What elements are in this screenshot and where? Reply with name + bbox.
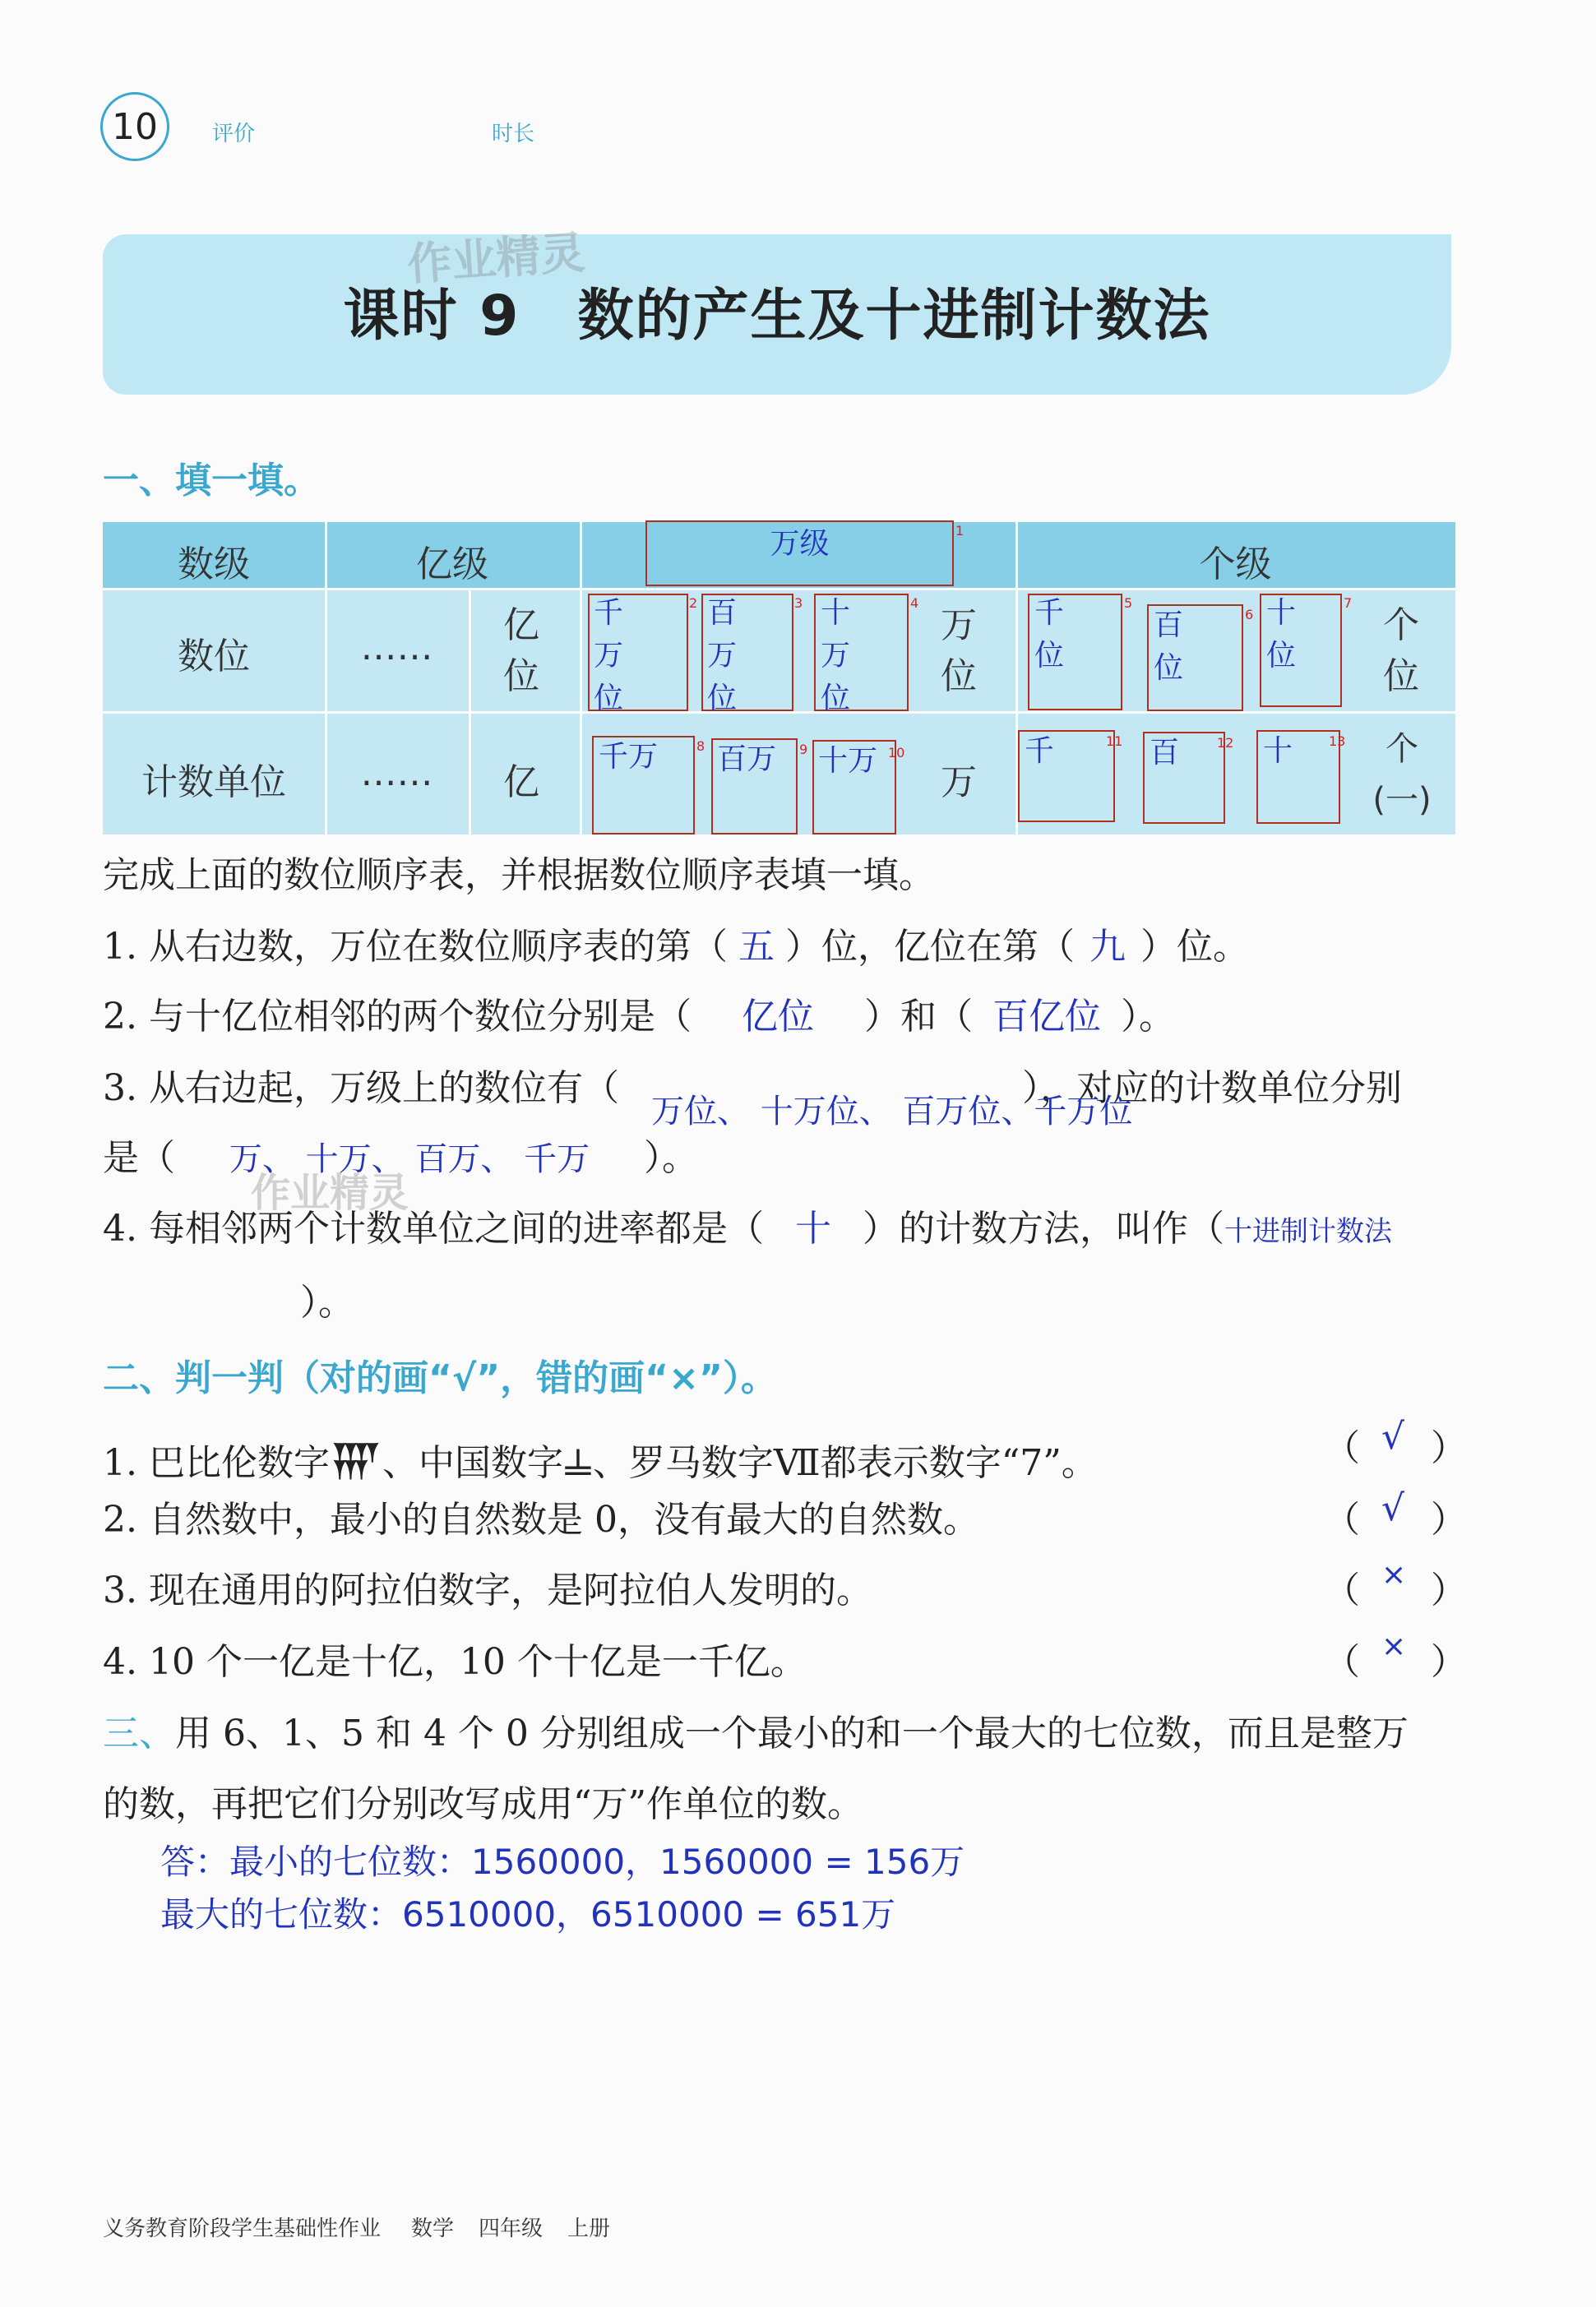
level-yi: 亿级 xyxy=(416,543,488,585)
question-1 xyxy=(103,917,1249,969)
q2-answer-2: 百亿位 xyxy=(992,996,1101,1038)
eval-label: 评价 xyxy=(212,122,256,146)
box-number: 9 xyxy=(799,742,808,757)
q4-answer-1: 十 xyxy=(794,1208,831,1250)
section-3-answer-1: 答：最小的七位数：1560000，1560000 = 156万 xyxy=(160,1842,965,1882)
paren-close: ） xyxy=(1431,1427,1467,1469)
place-answer: 千万位 xyxy=(594,596,624,715)
unit-answer: 百万 xyxy=(717,742,777,776)
place-answer: 十位 xyxy=(1266,596,1297,673)
q3-text-b: ），对应的计数单位分别 xyxy=(1021,1067,1402,1109)
box-number: 7 xyxy=(1344,595,1353,611)
watermark-logo: 作业精灵 xyxy=(405,226,587,291)
paren-open: （ xyxy=(1324,1641,1360,1683)
q1-answer-2: 九 xyxy=(1089,926,1126,968)
q3-text-a: 3. 从右边起，万级上的数位有（ xyxy=(103,1067,619,1109)
unit-yi: 亿 xyxy=(503,761,539,803)
section-3-line-1 xyxy=(103,1704,1409,1756)
place-answer: 千位 xyxy=(1034,596,1065,673)
q2-text-a: 2. 与十亿位相邻的两个数位分别是（ xyxy=(103,996,692,1038)
question-2 xyxy=(103,987,1175,1039)
q3-text-d: ）。 xyxy=(644,1137,698,1179)
duration-label: 时长 xyxy=(492,122,535,146)
box-number: 3 xyxy=(794,595,803,611)
q1-answer-1: 五 xyxy=(738,926,775,968)
box-number: 12 xyxy=(1217,735,1234,751)
unit-answer: 千 xyxy=(1025,734,1055,768)
box-number: 10 xyxy=(888,745,905,761)
place-answer: 百位 xyxy=(1154,608,1184,685)
section-1-title: 一、填一填。 xyxy=(103,460,320,502)
level-ge: 个级 xyxy=(1199,543,1272,585)
level-wan-answer: 万级 xyxy=(770,527,830,561)
section-3-answer-2: 最大的七位数：6510000，6510000 = 651万 xyxy=(160,1894,896,1935)
place-wan: 万位 xyxy=(941,604,977,697)
paren-open: （ xyxy=(1324,1427,1360,1469)
ellipsis: …… xyxy=(360,626,433,668)
question-4-line-1 xyxy=(103,1199,1392,1251)
page-title: 课时 9 数的产生及十进制计数法 xyxy=(343,284,1211,349)
q1-text-b: ）位，亿位在第（ xyxy=(784,926,1075,968)
judge-answer-2: √ xyxy=(1381,1487,1405,1529)
place-ge: 个位 xyxy=(1383,604,1419,697)
q1-text-a: 1. 从右边数，万位在数位顺序表的第（ xyxy=(103,926,728,968)
paren-open: （ xyxy=(1324,1499,1360,1541)
box-number: 1 xyxy=(955,523,965,539)
judge-item-4: 4. 10 个一亿是十亿，10 个十亿是一千亿。 xyxy=(103,1641,807,1683)
q3-answer-1: 万位、 十万位、 百万位、千万位 xyxy=(651,1093,1133,1130)
q3-text-c: 是（ xyxy=(103,1137,175,1179)
judge-answer-1: √ xyxy=(1381,1416,1405,1458)
unit-wan: 万 xyxy=(941,761,977,803)
footer-volume: 上册 xyxy=(567,2217,611,2241)
footer-grade: 四年级 xyxy=(479,2217,544,2241)
judge-item-1: 1. 巴比伦数字𒐛、中国数字𝍦、罗马数字Ⅶ都表示数字“7”。 xyxy=(103,1442,1098,1484)
page-number-badge: 10 xyxy=(100,92,169,161)
judge-item-3: 3. 现在通用的阿拉伯数字，是阿拉伯人发明的。 xyxy=(103,1570,872,1611)
unit-answer: 十万 xyxy=(818,744,878,778)
watermark-logo: 作业精灵 xyxy=(251,1170,409,1216)
q4-text-a: 4. 每相邻两个计数单位之间的进率都是（ xyxy=(103,1208,764,1250)
place-answer: 百万位 xyxy=(707,596,738,715)
place-yi: 亿位 xyxy=(503,604,539,697)
section-3-prefix: 三、 xyxy=(103,1713,175,1755)
box-number: 6 xyxy=(1245,607,1254,622)
q4-text-b: ）的计数方法，叫作（ xyxy=(862,1208,1224,1250)
ellipsis: …… xyxy=(360,752,433,794)
box-number: 5 xyxy=(1124,595,1133,611)
unit-answer: 百 xyxy=(1150,736,1180,770)
footer-subject: 数学 xyxy=(411,2217,455,2241)
unit-ge: 个(一) xyxy=(1372,730,1432,819)
q4-answer-2: 十进制计数法 xyxy=(1224,1215,1392,1248)
table-divider xyxy=(103,588,1455,590)
table-divider xyxy=(469,588,471,834)
table-divider xyxy=(103,711,1455,714)
row-label-level: 数级 xyxy=(178,543,250,585)
paren-close: ） xyxy=(1431,1641,1467,1683)
q2-text-b: ）和（ xyxy=(863,996,973,1038)
table-divider xyxy=(580,522,582,834)
section-3-text-1: 用 6、1、5 和 4 个 0 分别组成一个最小的和一个最大的七位数，而且是整万 xyxy=(175,1713,1409,1755)
unit-answer: 千万 xyxy=(599,740,659,774)
judge-answer-4: × xyxy=(1381,1630,1407,1663)
unit-answer: 十 xyxy=(1263,734,1293,768)
q4-text-c: ）。 xyxy=(300,1282,354,1324)
paren-open: （ xyxy=(1324,1570,1360,1611)
box-number: 2 xyxy=(689,595,698,611)
footer-book-title: 义务教育阶段学生基础性作业 xyxy=(103,2217,382,2241)
q1-text-c: ）位。 xyxy=(1140,926,1249,968)
row-label-place: 数位 xyxy=(178,636,250,677)
paren-close: ） xyxy=(1431,1499,1467,1541)
box-number: 4 xyxy=(910,595,919,611)
q2-answer-1: 亿位 xyxy=(741,996,814,1038)
judge-item-2: 2. 自然数中，最小的自然数是 0，没有最大的自然数。 xyxy=(103,1499,979,1541)
row-label-unit: 计数单位 xyxy=(141,761,286,803)
q3-answer-2: 万、 十万、 百万、 千万 xyxy=(229,1140,590,1178)
instruction-text: 完成上面的数位顺序表，并根据数位顺序表填一填。 xyxy=(103,854,935,896)
box-number: 11 xyxy=(1106,733,1123,749)
box-number: 8 xyxy=(696,738,705,754)
box-number: 13 xyxy=(1329,733,1346,749)
place-answer: 十万位 xyxy=(821,596,851,715)
q2-text-c: ）。 xyxy=(1120,996,1175,1038)
judge-answer-3: × xyxy=(1381,1558,1407,1592)
paren-close: ） xyxy=(1431,1570,1467,1611)
section-2-title: 二、判一判（对的画“√”，错的画“×”）。 xyxy=(103,1357,777,1399)
section-3-line-2: 的数，再把它们分别改写成用“万”作单位的数。 xyxy=(103,1783,863,1825)
